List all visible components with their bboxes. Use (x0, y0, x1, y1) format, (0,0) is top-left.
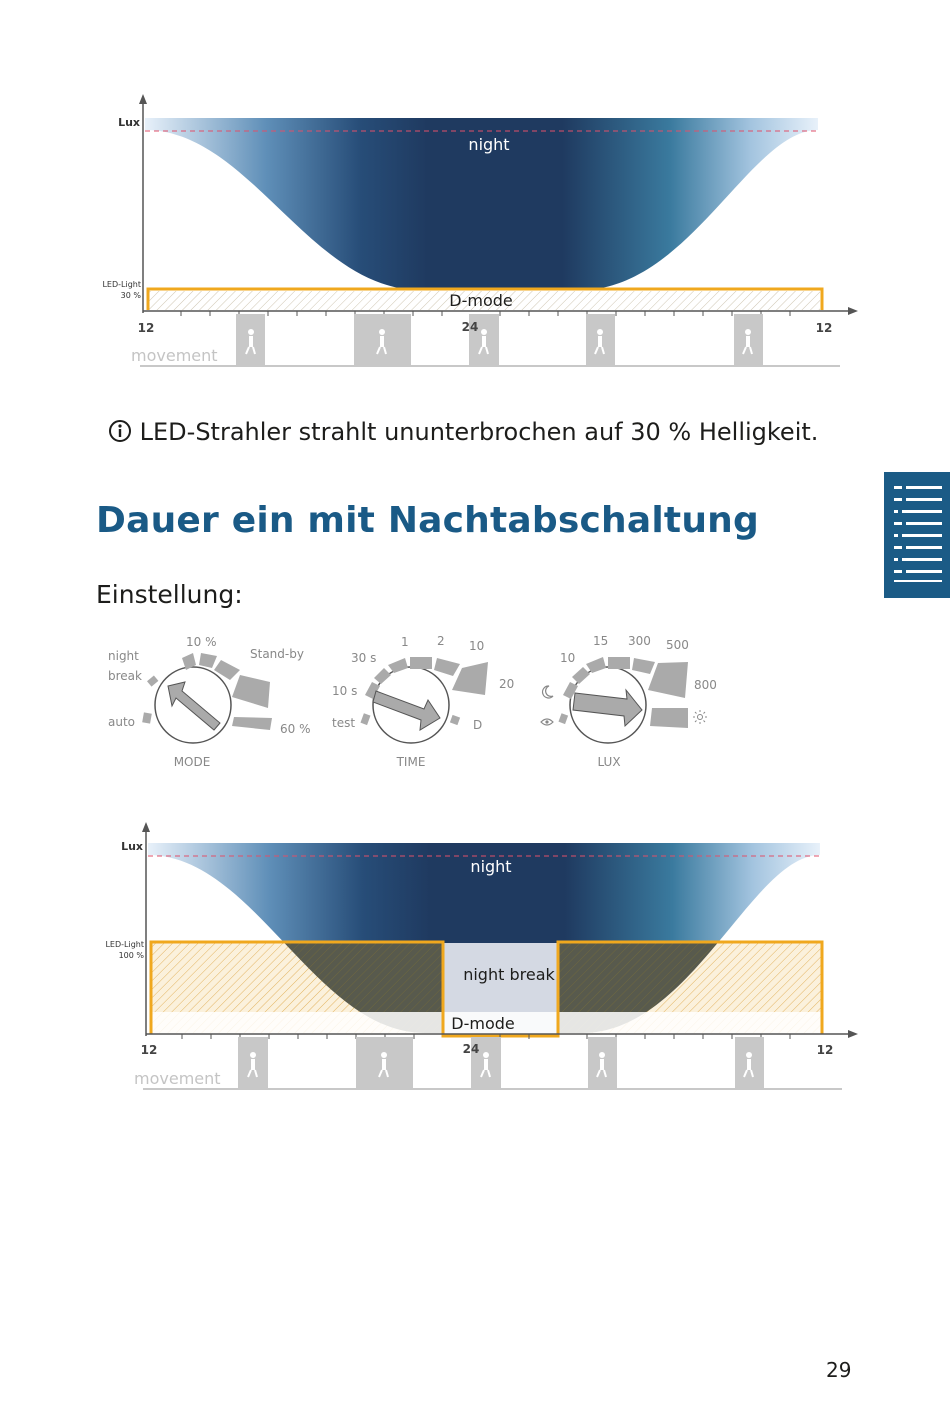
night-label: night (468, 135, 510, 154)
dmode-label: D-mode (449, 291, 513, 310)
lux-label-15: 15 (593, 634, 609, 648)
note-text: LED-Strahler strahlt ununterbrochen auf 30 % Helligkeit. (139, 418, 819, 446)
night-break-label: night break (463, 965, 555, 984)
movement-label: movement (131, 346, 218, 365)
lux-label-500: 500 (666, 638, 689, 652)
lux-label-800: 800 (694, 678, 717, 692)
settings-dials (0, 620, 950, 790)
mode-dial-name: MODE (173, 755, 211, 769)
mode-label-auto: auto (108, 715, 136, 729)
y-axis-arrow-2 (142, 822, 150, 832)
x-tick-start: 12 (137, 321, 155, 335)
info-note (108, 418, 818, 446)
x-axis-arrow-2 (848, 1030, 858, 1038)
lux-label-10: 10 (560, 651, 576, 665)
mode-dial (142, 653, 272, 743)
chapter-tab (884, 472, 950, 598)
section-title: Dauer ein mit Nachtabschaltung (96, 500, 759, 541)
x-tick-end-2: 12 (816, 1043, 834, 1057)
x-tick-start-2: 12 (140, 1043, 158, 1057)
chapter-tab-icon (884, 472, 950, 598)
time-label-10s: 10 s (332, 684, 358, 698)
info-icon (108, 419, 132, 443)
night-label-2: night (470, 857, 512, 876)
time-dial (360, 657, 488, 743)
led-label-line1-2: LED-Light (105, 940, 144, 949)
diagram-led-30-percent (0, 0, 950, 380)
sun-icon (693, 710, 707, 724)
dmode-label-2: D-mode (451, 1014, 515, 1033)
lux-dial (558, 657, 688, 743)
time-label-d: D (473, 718, 483, 732)
eye-icon (541, 719, 553, 725)
mode-label-night: night (108, 649, 139, 663)
movement-blocks (236, 314, 763, 366)
mode-label-break: break (108, 669, 142, 683)
x-tick-mid-2: 24 (462, 1042, 480, 1056)
time-label-30s: 30 s (351, 651, 377, 665)
time-label-2: 2 (437, 634, 445, 648)
mode-label-60: 60 % (280, 722, 311, 736)
time-dial-name: TIME (396, 755, 426, 769)
y-axis-label: Lux (118, 116, 140, 129)
moon-icon (543, 686, 553, 698)
time-label-1: 1 (401, 635, 409, 649)
x-axis-arrow (848, 307, 858, 315)
page-number: 29 (826, 1358, 852, 1382)
time-label-10: 10 (469, 639, 485, 653)
movement-label-2: movement (134, 1069, 221, 1088)
lux-dial-name: LUX (597, 755, 621, 769)
time-label-20: 20 (499, 677, 515, 691)
x-tick-mid: 24 (461, 320, 479, 334)
led-label-line1: LED-Light (102, 280, 141, 289)
movement-blocks-2 (238, 1037, 764, 1089)
mode-label-10: 10 % (186, 635, 217, 649)
led-label-line2: 30 % (120, 291, 141, 300)
time-label-test: test (332, 716, 356, 730)
led-label-line2-2: 100 % (118, 951, 144, 960)
mode-label-standby: Stand-by (250, 647, 304, 661)
x-tick-end: 12 (815, 321, 833, 335)
section-subtitle: Einstellung: (96, 580, 243, 609)
diagram-led-100-percent (0, 810, 950, 1100)
y-axis-label-2: Lux (121, 840, 143, 853)
y-axis-arrow (139, 94, 147, 104)
lux-label-300: 300 (628, 634, 651, 648)
